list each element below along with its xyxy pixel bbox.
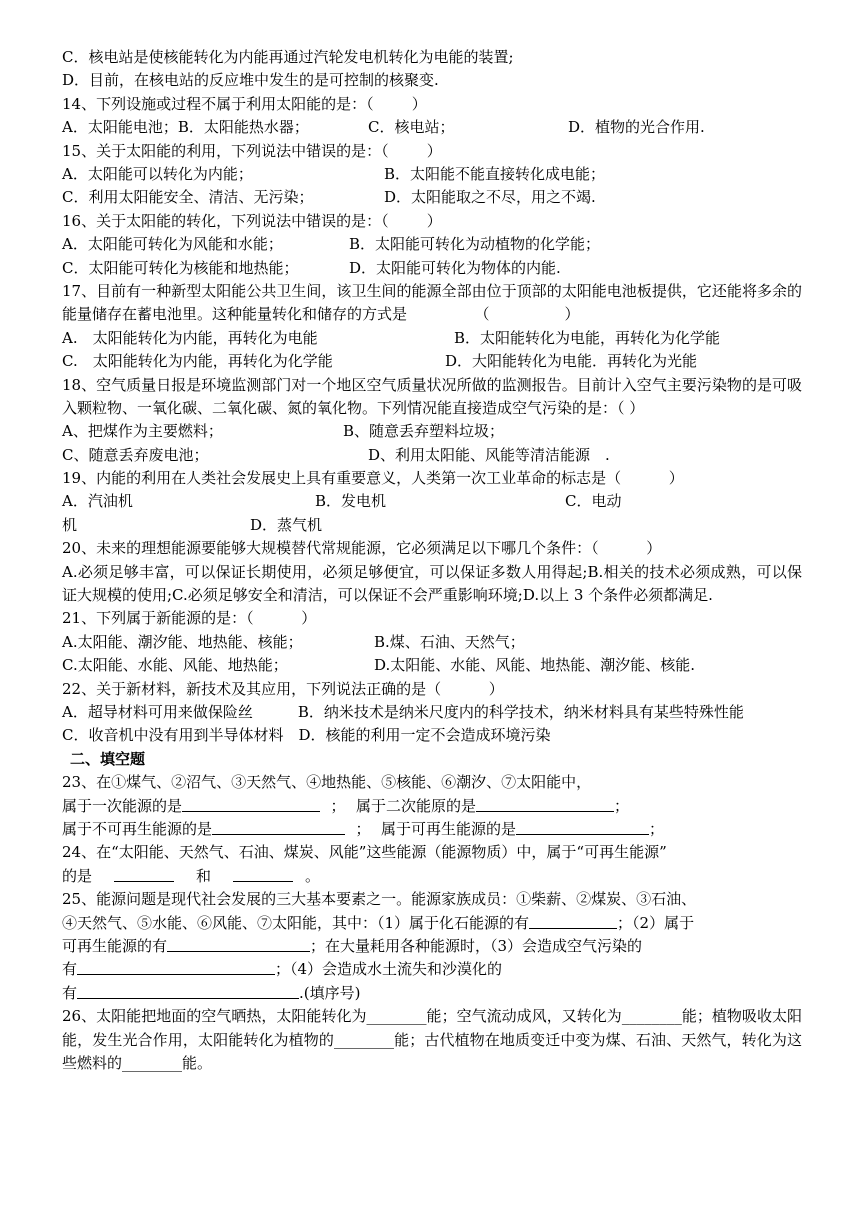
- q23-renewable-blank[interactable]: [516, 818, 649, 835]
- q17-option-c: C. 太阳能转化为内能，再转化为化学能: [62, 352, 333, 371]
- q25-renewable-blank[interactable]: [167, 935, 310, 952]
- q23-nonrenewable-blank[interactable]: [212, 818, 345, 835]
- q15-option-b: B．太阳能不能直接转化成电能；: [384, 164, 606, 183]
- q24-and: 和: [196, 866, 212, 885]
- q20-options: A.必须足够丰富，可以保证长期使用，必须足够便宜，可以保证多数人用得起;B.相关的技术必须成熟，可以保证大规模的使用;C.必须足够安全和清洁，可以保证不会严重影响环境;D.以上 3 个条件必须都满足.: [62, 562, 802, 605]
- q26-stem: 26、太阳能把地面的空气晒热，太阳能转化为________能；空气流动成风，又转化为________能；植物吸收太阳能，发生光合作用，太阳能转化为植物的________能；古代植物在地质变迁中变为煤、石油、天然气，转化为这些燃料的________能。: [62, 1007, 802, 1072]
- q25-fossil-label: ④天然气、⑤水能、⑥风能、⑦太阳能，其中：（1）属于化石能源的有: [62, 913, 530, 932]
- q15-option-a: A．太阳能可以转化为内能；: [62, 164, 253, 183]
- q18-option-b: B、随意丢弃塑料垃圾；: [343, 422, 505, 441]
- q24-label: 的是: [62, 866, 93, 885]
- q23-renewable-label: 属于可再生能源的是: [381, 820, 517, 838]
- q17-option-a: A. 太阳能转化为内能，再转化为电能: [62, 328, 318, 347]
- q25-note: .(填序号): [299, 983, 361, 1002]
- q24-row2: 的是 和 。: [62, 865, 802, 888]
- q25-row3: [62, 935, 802, 958]
- q13-option-d: D．目前，在核电站的反应堆中发生的是可控制的核聚变.: [62, 71, 439, 90]
- q24-blank-1[interactable]: [114, 865, 174, 882]
- q17-option-d: D．大阳能转化为电能．再转化为光能: [445, 352, 698, 371]
- q15-option-c: C．利用太阳能安全、清洁、无污染；: [62, 188, 314, 207]
- exam-page: [62, 46, 802, 1075]
- q13-option-c: C．核电站是使核能转化为内能再通过汽轮发电机转化为电能的装置;: [62, 48, 514, 66]
- q16-option-a: A．太阳能可转化为风能和水能；: [62, 235, 283, 254]
- q19-option-b: B．发电机: [315, 492, 387, 511]
- q25-part3: ；在大量耗用各种能源时，（3）会造成空气污染的: [310, 936, 643, 955]
- q17-options-row1: [62, 327, 802, 350]
- q22-options-cd: C．收音机中没有用到半导体材料 D．核能的利用一定不会造成环境污染: [62, 726, 551, 745]
- q25-row4: [62, 958, 802, 981]
- q19-option-c-wrap: 机: [62, 515, 78, 534]
- q21-option-c: C.太阳能、水能、风能、地热能；: [62, 656, 288, 675]
- q23-primary-label: 属于一次能源的是: [62, 796, 183, 815]
- q25-part4: ；（4）会造成水土流失和沙漠化的: [275, 960, 503, 979]
- section-heading-fill-in: 二、填空题: [70, 749, 146, 768]
- q23-nonrenewable-label: 属于不可再生能源的是: [62, 820, 213, 838]
- q18-stem: 18、空气质量日报是环境监测部门对一个地区空气质量状况所做的监测报告。目前计入空气主要污染物的是可吸入颗粒物、一氧化碳、二氧化碳、氮的氧化物。下列情况能直接造成空气污染的是：（ ）: [62, 375, 802, 417]
- q25-stem: 25、能源问题是现代社会发展的三大基本要素之一。能源家族成员：①柴薪、②煤炭、③石油、: [62, 890, 697, 909]
- q21-options-row2: [62, 654, 802, 677]
- q25-air-label: 有: [62, 960, 78, 979]
- q21-options-row1: [62, 631, 802, 654]
- q19-option-a: A．汽油机: [62, 492, 133, 511]
- q18-option-d: D、利用太阳能、风能等清洁能源 .: [368, 445, 610, 464]
- q25-soil-label: 有: [62, 983, 78, 1002]
- q15-options-row1: [62, 163, 802, 186]
- q18-option-c: C、随意丢弃废电池；: [62, 445, 209, 464]
- q14-stem: 14、下列设施或过程不属于利用太阳能的是：（ ）: [62, 94, 427, 113]
- q23-row1: 属于一次能源的是 ； 属于二次能原的是 ；: [62, 795, 802, 818]
- q22-options-ab: A．超导材料可用来做保险丝 B．纳米技术是纳米尺度内的科学技术，纳米材料具有某些特殊性能: [62, 703, 744, 722]
- q19-option-d: D．蒸气机: [250, 515, 323, 534]
- q16-stem: 16、关于太阳能的转化，下列说法中错误的是：（ ）: [62, 211, 442, 230]
- q23-row2: 属于不可再生能源的是 ； 属于可再生能源的是 ；: [62, 818, 802, 841]
- q18-options-row1: [62, 420, 802, 443]
- q17-option-b: B．太阳能转化为电能，再转化为化学能: [454, 328, 721, 347]
- q23-secondary-label: 属于二次能原的是: [356, 796, 477, 815]
- q20-stem: 20、未来的理想能源要能够大规模替代常规能源，它必须满足以下哪几个条件：（ ）: [62, 539, 662, 558]
- q15-stem: 15、关于太阳能的利用，下列说法中错误的是：（ ）: [62, 141, 442, 160]
- q19-options-row2: [62, 514, 802, 537]
- q15-options-row2: [62, 186, 802, 209]
- q16-options-row1: [62, 233, 802, 256]
- q23-stem: 23、在①煤气、②沼气、③天然气、④地热能、⑤核能、⑥潮汐、⑦太阳能中，: [62, 773, 592, 792]
- q14-option-c: C．核电站；: [368, 118, 455, 137]
- q25-row5: [62, 982, 802, 1005]
- q17-options-row2: [62, 350, 802, 373]
- q21-option-a: A.太阳能、潮汐能、地热能、核能；: [62, 632, 303, 651]
- q24-stem: 24、在“太阳能、天然气、石油、煤炭、风能”这些能源（能源物质）中，属于“可再生能源”: [62, 843, 667, 862]
- q14-option-d: D．植物的光合作用.: [568, 118, 705, 137]
- q14-option-ab: A．太阳能电池；B．太阳能热水器；: [62, 118, 309, 137]
- q16-option-b: B．太阳能可转化为动植物的化学能；: [349, 235, 601, 254]
- q19-option-c: C．电动: [565, 492, 622, 511]
- q25-soil-blank[interactable]: [77, 982, 299, 999]
- q23-secondary-blank[interactable]: [476, 795, 614, 812]
- q21-option-d: D.太阳能、水能、风能、地热能、潮汐能、核能.: [374, 656, 696, 675]
- q16-option-d: D．太阳能可转化为物体的内能.: [349, 258, 561, 277]
- q22-stem: 22、关于新材料，新技术及其应用，下列说法正确的是（ ）: [62, 679, 504, 698]
- q18-option-a: A、把煤作为主要燃料；: [62, 422, 223, 441]
- q25-part2: ；（2）属于: [617, 913, 695, 932]
- q17-stem: 17、目前有一种新型太阳能公共卫生间，该卫生间的能源全部由位于顶部的太阳能电池板提供，它还能将多余的能量储存在蓄电池里。这种能量转化和储存的方式是 （ ）: [62, 281, 802, 324]
- q25-renewable-label: 可再生能源的有: [62, 936, 168, 955]
- q24-blank-2[interactable]: [233, 865, 293, 882]
- q16-options-row2: [62, 257, 802, 280]
- q18-options-row2: [62, 444, 802, 467]
- q21-option-b: B.煤、石油、天然气；: [374, 632, 525, 651]
- q25-air-blank[interactable]: [77, 958, 275, 975]
- q25-row2: [62, 912, 802, 935]
- q15-option-d: D．太阳能取之不尽，用之不竭.: [384, 188, 596, 207]
- q19-stem: 19、内能的利用在人类社会发展史上具有重要意义，人类第一次工业革命的标志是（ ）: [62, 469, 684, 488]
- q16-option-c: C．太阳能可转化为核能和地热能；: [62, 258, 299, 277]
- q14-options: [62, 116, 802, 139]
- q21-stem: 21、下列属于新能源的是：（ ）: [62, 609, 317, 628]
- q19-options-row1: [62, 490, 802, 513]
- q25-fossil-blank[interactable]: [529, 912, 617, 929]
- q23-primary-blank[interactable]: [182, 795, 320, 812]
